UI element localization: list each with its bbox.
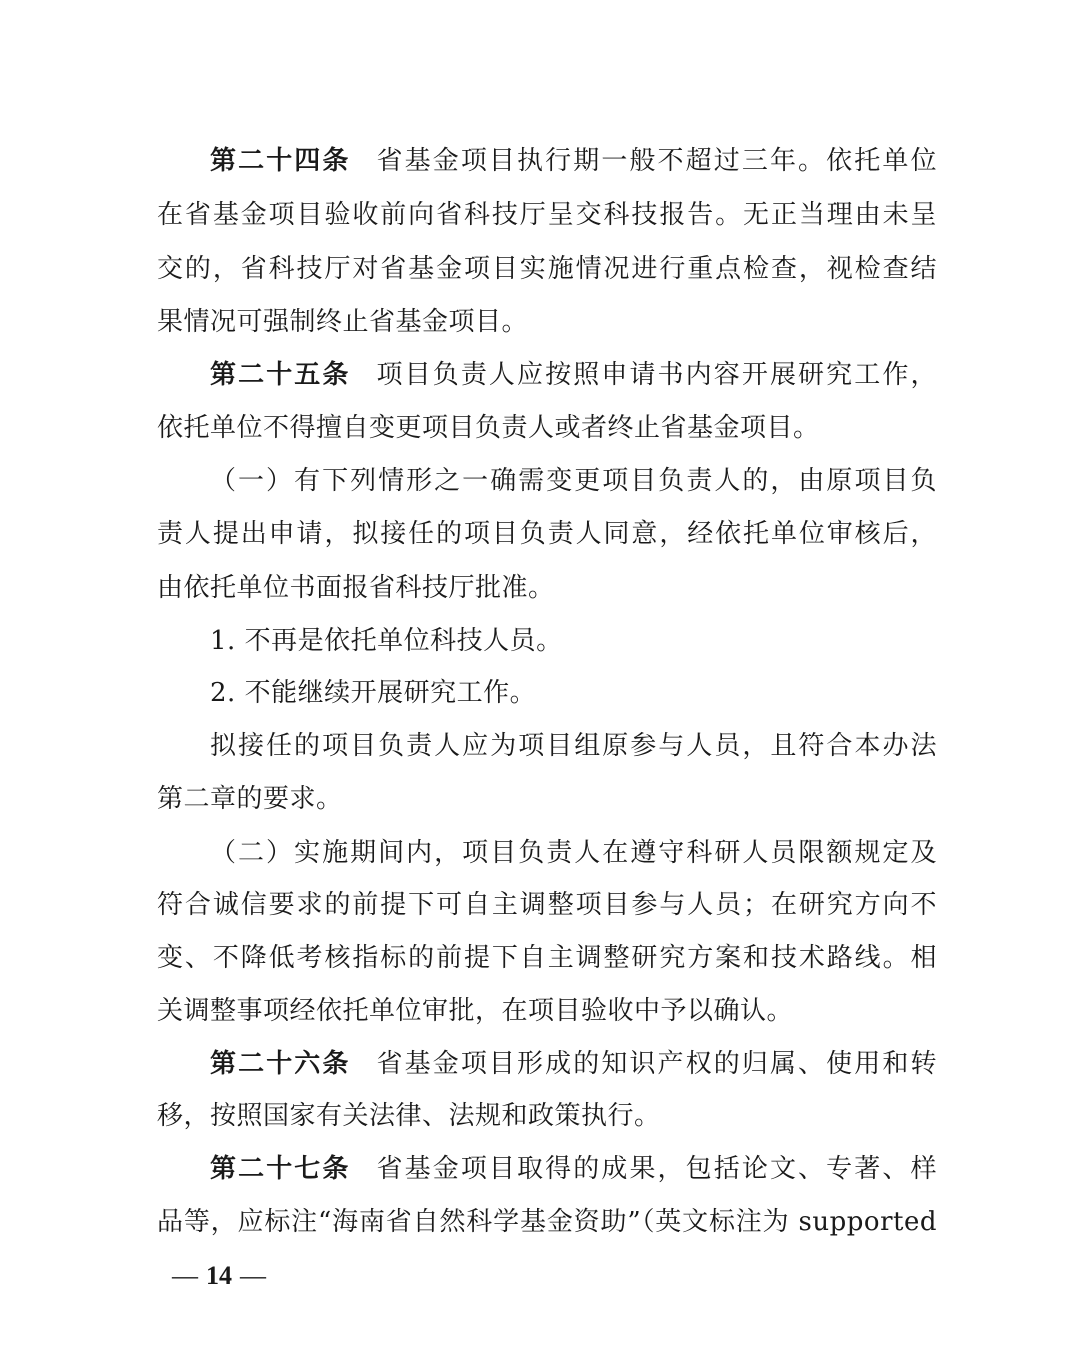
note-line-1: 拟接任的项目负责人应为项目组原参与人员，且符合本办法	[210, 731, 937, 761]
article-24-heading: 第二十四条	[210, 146, 351, 176]
clause-1-line-2: 责人提出申请，拟接任的项目负责人同意，经依托单位审核后，	[157, 519, 937, 549]
article-25-text: 项目负责人应按照申请书内容开展研究工作，	[376, 360, 937, 390]
article-27-line-1	[210, 1152, 937, 1186]
page-number-footer	[172, 1259, 266, 1293]
clause-2-line-2: 符合诚信要求的前提下可自主调整项目参与人员；在研究方向不	[157, 890, 937, 920]
article-24-line-3: 交的，省科技厅对省基金项目实施情况进行重点检查，视检查结	[157, 254, 937, 284]
footer-dash-left: —	[172, 1261, 198, 1290]
article-27-heading: 第二十七条	[210, 1154, 351, 1184]
article-25-heading: 第二十五条	[210, 360, 351, 390]
article-24-line-2: 在省基金项目验收前向省科技厅呈交科技报告。无正当理由未呈	[157, 200, 937, 230]
article-27-line-2: 品等，应标注“海南省自然科学基金资助”（英文标注为 supported	[157, 1207, 937, 1237]
note-line-2: 第二章的要求。	[157, 784, 343, 814]
article-26-text: 省基金项目形成的知识产权的归属、使用和转	[376, 1049, 937, 1079]
footer-dash-right: —	[240, 1261, 266, 1290]
clause-1-line-1: （一）有下列情形之一确需变更项目负责人的，由原项目负	[210, 466, 937, 496]
article-25-line-2: 依托单位不得擅自变更项目负责人或者终止省基金项目。	[157, 413, 820, 443]
page-number: 14	[206, 1261, 232, 1290]
list-item-2: 2. 不能继续开展研究工作。	[210, 678, 537, 708]
article-27-text: 省基金项目取得的成果，包括论文、专著、样	[376, 1154, 937, 1184]
article-24-text: 省基金项目执行期一般不超过三年。依托单位	[376, 146, 937, 176]
article-24-line-4: 果情况可强制终止省基金项目。	[157, 307, 529, 337]
article-26-line-2: 移，按照国家有关法律、法规和政策执行。	[157, 1101, 661, 1131]
clause-2-line-1: （二）实施期间内，项目负责人在遵守科研人员限额规定及	[210, 838, 937, 868]
clause-2-line-4: 关调整事项经依托单位审批，在项目验收中予以确认。	[157, 996, 794, 1026]
article-26-heading: 第二十六条	[210, 1049, 351, 1079]
list-item-1: 1. 不再是依托单位科技人员。	[210, 626, 563, 656]
article-26-line-1	[210, 1047, 937, 1081]
article-25-line-1	[210, 358, 937, 392]
clause-1-line-3: 由依托单位书面报省科技厅批准。	[157, 573, 555, 603]
article-24-line-1	[210, 144, 937, 178]
clause-2-line-3: 变、不降低考核指标的前提下自主调整研究方案和技术路线。相	[157, 943, 937, 973]
